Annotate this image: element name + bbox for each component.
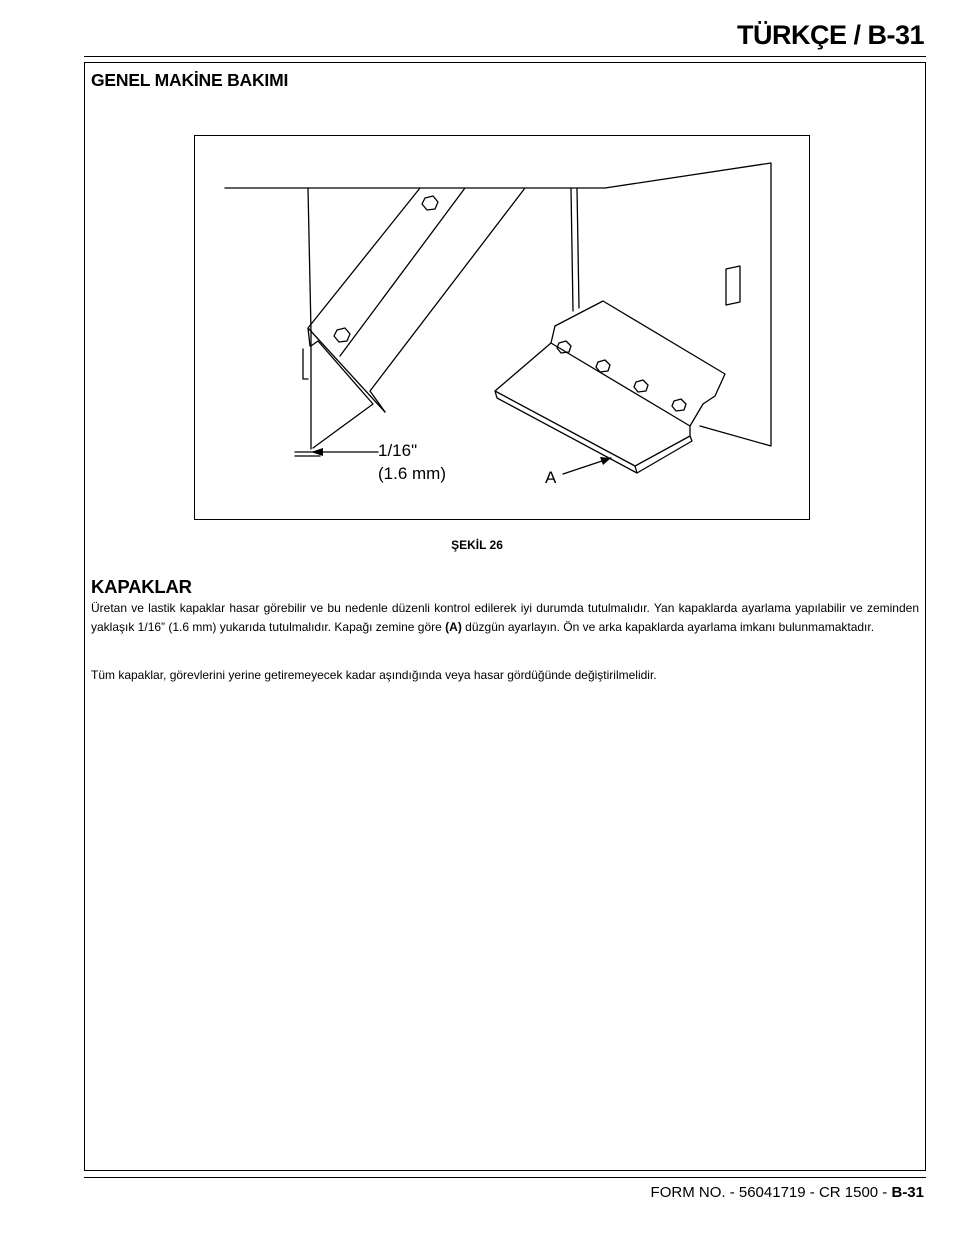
dimension-fraction-label: 1/16" xyxy=(378,441,418,460)
callout-a-arrowhead xyxy=(600,457,611,465)
flap-bolt-4 xyxy=(672,399,686,411)
figure-26-illustration xyxy=(194,135,810,520)
side-panel xyxy=(605,163,771,446)
panel-inner-edge-2 xyxy=(577,188,579,308)
footer-rule xyxy=(84,1177,926,1178)
diagonal-member-mid xyxy=(340,188,465,356)
flap-blade xyxy=(495,343,690,466)
footer-page-ref: B-31 xyxy=(891,1184,924,1201)
flap-diagram xyxy=(195,136,811,521)
flap-bolt-2 xyxy=(596,360,610,372)
flap-clamp-top xyxy=(555,301,725,404)
paragraph-1 xyxy=(91,599,919,637)
skirt-vertical xyxy=(308,188,311,449)
diagonal-member-back xyxy=(308,188,420,346)
flap-blade-thickness xyxy=(495,391,692,473)
section-title: GENEL MAKİNE BAKIMI xyxy=(91,70,289,90)
page-header-title: TÜRKÇE / B-31 xyxy=(736,20,924,50)
callout-a-label: A xyxy=(545,468,557,487)
paragraph-1-part-2: düzgün ayarlayın. Ön ve arka kapaklarda ayarlama imkanı bulunmamaktadır. xyxy=(461,620,875,634)
subsection-title: KAPAKLAR xyxy=(91,576,192,597)
bolt-upper xyxy=(422,196,438,210)
paragraph-2: Tüm kapaklar, görevlerini yerine getiremeyecek kadar aşındığında veya hasar gördüğünde değiştirilmelidir. xyxy=(91,668,657,682)
header-rule xyxy=(84,56,926,57)
paragraph-1-part-1: Üretan ve lastik kapaklar hasar görebilir ve bu nedenle düzenli kontrol edilerek iyi durumda tutulmalıdır. Yan kapaklarda ayarlama yapılabilir ve zeminden yaklaşık 1/16” (1.6 mm) yukarıda tutulmalıdır. Kapağı zemine göre xyxy=(91,601,919,634)
panel-slot xyxy=(726,266,740,305)
footer-form-text: FORM NO. - 56041719 - CR 1500 - xyxy=(650,1184,892,1201)
skirt-blade xyxy=(311,341,373,448)
dimension-metric-label: (1.6 mm) xyxy=(378,464,446,483)
skirt-clip xyxy=(303,349,308,379)
dimension-arrowhead xyxy=(311,448,323,456)
footer-form-number xyxy=(651,1184,924,1201)
bolt-lower xyxy=(334,328,350,342)
panel-inner-edge xyxy=(571,188,573,311)
flap-bolt-3 xyxy=(634,380,648,392)
figure-caption: ŞEKİL 26 xyxy=(451,538,503,552)
paragraph-1-bold: (A) xyxy=(445,620,462,634)
